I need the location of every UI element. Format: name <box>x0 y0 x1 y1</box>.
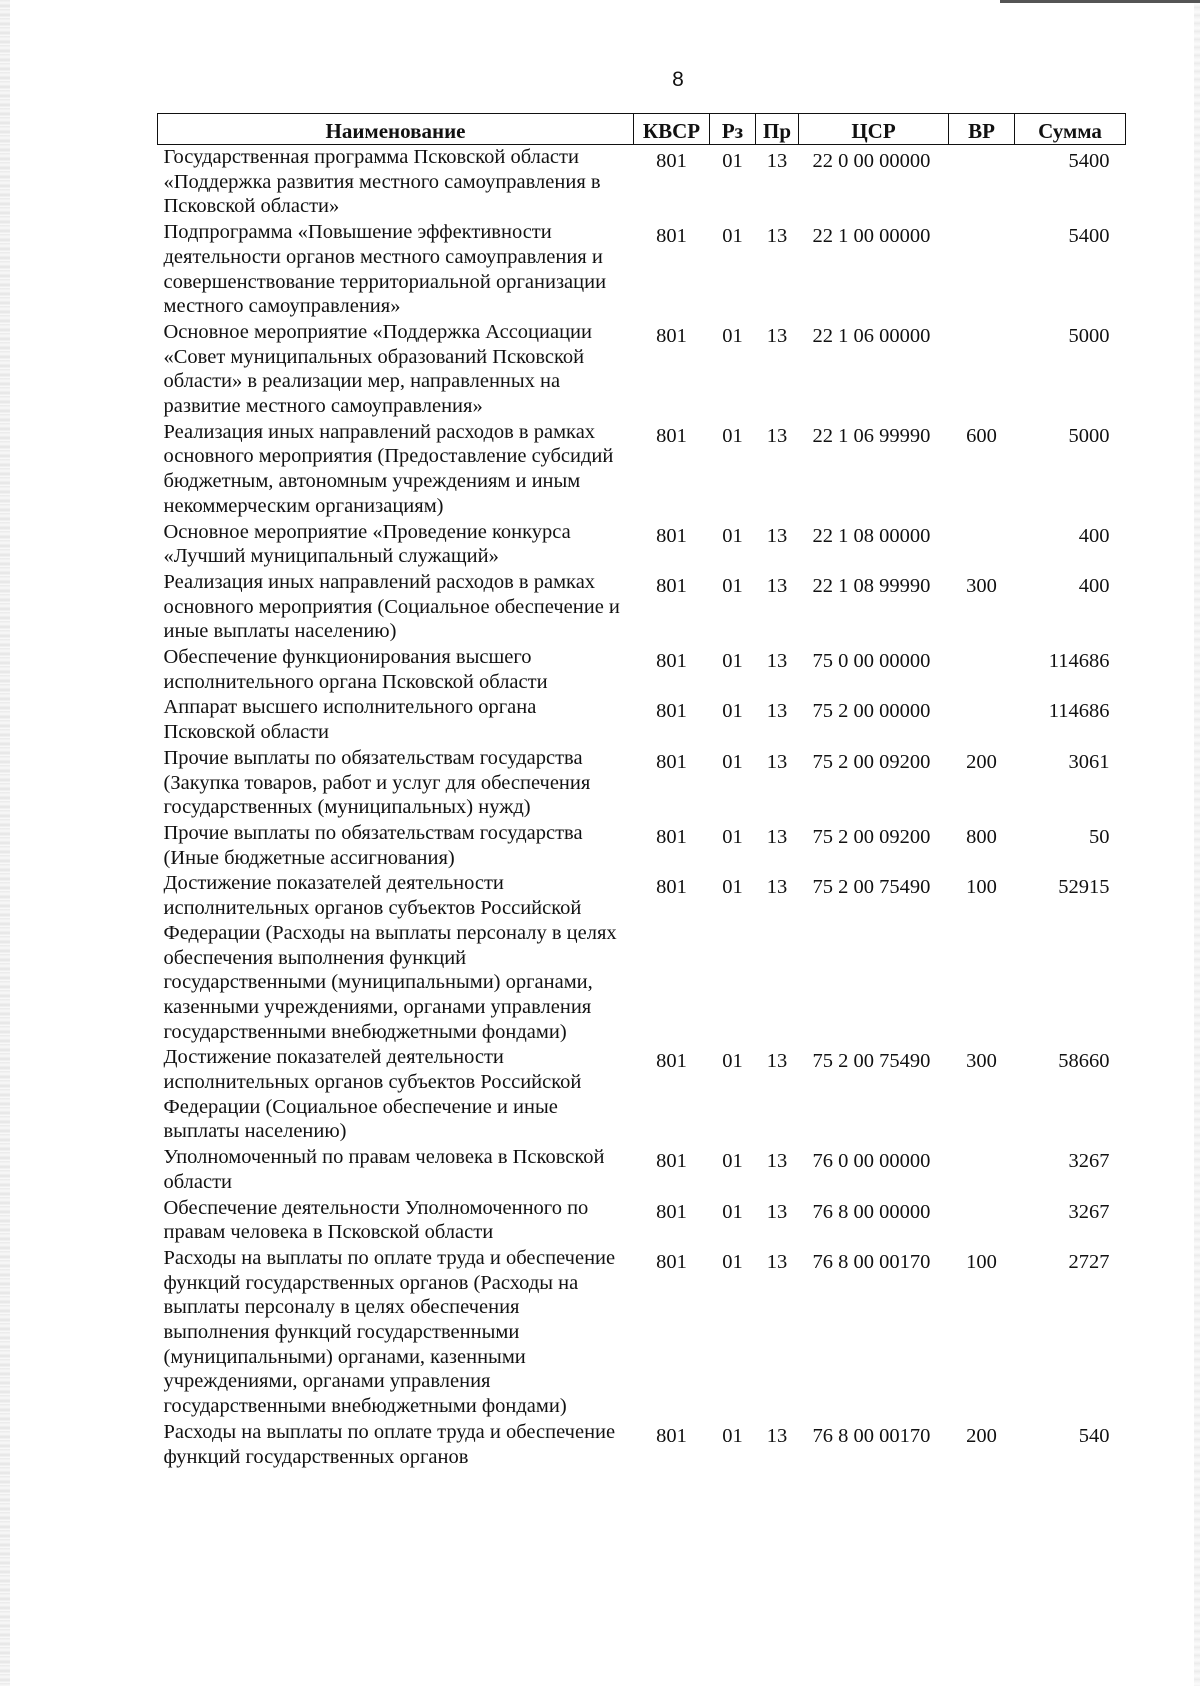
cell-name: Основное мероприятие «Поддержка Ассоциации «Совет муниципальных образований Псковской области» в реализации мер, направленных на развитие местного самоуправления» <box>163 320 592 418</box>
cell-sum: 5000 <box>1068 424 1110 447</box>
cell-pr: 13 <box>766 1250 788 1273</box>
cell-sum: 58660 <box>1058 1050 1110 1073</box>
table-row <box>158 645 1126 695</box>
cell-kvsr: 801 <box>656 1424 687 1447</box>
cell-csr: 22 1 06 00000 <box>812 324 931 347</box>
table-row <box>158 1045 1126 1145</box>
cell-kvsr: 801 <box>656 524 687 547</box>
cell-csr: 75 0 00 00000 <box>812 650 931 673</box>
cell-vr <box>949 520 1015 570</box>
cell-pr: 13 <box>766 324 788 347</box>
cell-pr: 13 <box>766 574 788 597</box>
cell-kvsr: 801 <box>656 225 687 248</box>
cell-kvsr: 801 <box>656 150 687 172</box>
cell-rz: 01 <box>722 424 743 447</box>
cell-kvsr: 801 <box>656 1050 687 1073</box>
cell-vr: 300 <box>966 574 997 597</box>
table-row <box>158 570 1126 645</box>
cell-name: Аппарат высшего исполнительного органа Псковской области <box>163 696 537 744</box>
cell-name: Реализация иных направлений расходов в рамках основного мероприятия (Социальное обеспечение и иные выплаты населению) <box>163 570 620 643</box>
cell-csr: 22 1 06 99990 <box>812 424 931 447</box>
cell-kvsr: 801 <box>656 750 687 773</box>
cell-sum: 400 <box>1078 524 1110 547</box>
cell-sum: 5400 <box>1068 150 1110 172</box>
cell-pr: 13 <box>766 225 788 248</box>
cell-rz: 01 <box>722 1050 743 1073</box>
cell-csr: 75 2 00 75490 <box>812 1050 931 1073</box>
cell-pr: 13 <box>766 700 788 723</box>
table-row <box>158 1420 1126 1470</box>
cell-kvsr: 801 <box>656 876 687 899</box>
header-kvsr: КВСР <box>634 114 710 145</box>
cell-vr <box>949 695 1015 745</box>
cell-kvsr: 801 <box>656 1200 687 1223</box>
cell-rz: 01 <box>722 1250 743 1273</box>
scan-top-line <box>1000 0 1200 3</box>
cell-sum: 5000 <box>1068 324 1110 347</box>
cell-csr: 76 8 00 00170 <box>812 1424 931 1447</box>
cell-pr: 13 <box>766 1150 788 1173</box>
cell-kvsr: 801 <box>656 650 687 673</box>
cell-rz: 01 <box>722 825 743 848</box>
cell-vr <box>949 145 1015 221</box>
cell-vr: 800 <box>966 825 997 848</box>
cell-csr: 22 1 08 99990 <box>812 574 931 597</box>
cell-name: Государственная программа Псковской области «Поддержка развития местного самоуправления в Псковской области» <box>163 146 601 218</box>
cell-kvsr: 801 <box>656 424 687 447</box>
cell-name: Прочие выплаты по обязательствам государства (Иные бюджетные ассигнования) <box>163 821 583 869</box>
table-row <box>158 520 1126 570</box>
cell-csr: 22 1 08 00000 <box>812 524 931 547</box>
cell-vr <box>949 320 1015 420</box>
cell-kvsr: 801 <box>656 700 687 723</box>
table-row <box>158 821 1126 871</box>
header-pr: Пр <box>756 114 799 145</box>
cell-rz: 01 <box>722 225 743 248</box>
cell-csr: 75 2 00 00000 <box>812 700 931 723</box>
cell-vr <box>949 645 1015 695</box>
cell-pr: 13 <box>766 1424 788 1447</box>
cell-pr: 13 <box>766 1050 788 1073</box>
cell-name: Достижение показателей деятельности исполнительных органов субъектов Российской Федерации (Социальное обеспечение и иные выплаты населению) <box>163 1046 582 1143</box>
cell-name: Подпрограмма «Повышение эффективности деятельности органов местного самоуправления и совершенствование территориальной организации местного самоуправления» <box>163 221 607 318</box>
cell-vr: 300 <box>966 1050 997 1073</box>
cell-kvsr: 801 <box>656 1150 687 1173</box>
cell-name: Уполномоченный по правам человека в Псковской области <box>163 1146 605 1193</box>
cell-name: Прочие выплаты по обязательствам государства (Закупка товаров, работ и услуг для обеспечения государственных (муниципальных) нужд) <box>163 746 591 819</box>
cell-kvsr: 801 <box>656 1250 687 1273</box>
cell-vr: 100 <box>966 1250 997 1273</box>
cell-kvsr: 801 <box>656 574 687 597</box>
cell-vr <box>949 220 1015 320</box>
cell-name: Реализация иных направлений расходов в рамках основного мероприятия (Предоставление субсидий бюджетным, автономным учреждениям и иным некоммерческим организациям) <box>163 420 614 517</box>
cell-csr: 22 0 00 00000 <box>812 150 931 172</box>
cell-vr: 200 <box>966 750 997 773</box>
page-number: 8 <box>672 68 684 91</box>
cell-name: Достижение показателей деятельности исполнительных органов субъектов Российской Федерации (Расходы на выплаты персоналу в целях обеспечения выполнения функций государственными (муниципальными) органами, казенными учреждениями, органами управления государственными внебюджетными фондами) <box>163 872 617 1043</box>
cell-name: Обеспечение функционирования высшего исполнительного органа Псковской области <box>163 646 548 693</box>
cell-csr: 75 2 00 75490 <box>812 876 931 899</box>
cell-pr: 13 <box>766 524 788 547</box>
cell-rz: 01 <box>722 700 743 723</box>
cell-csr: 76 8 00 00000 <box>812 1200 931 1223</box>
table-row <box>158 145 1126 221</box>
cell-rz: 01 <box>722 1150 743 1173</box>
table-row <box>158 320 1126 420</box>
cell-sum: 52915 <box>1058 876 1110 899</box>
cell-pr: 13 <box>766 750 788 773</box>
cell-csr: 76 0 00 00000 <box>812 1150 931 1173</box>
cell-pr: 13 <box>766 1200 788 1223</box>
cell-sum: 540 <box>1078 1424 1110 1447</box>
header-sum: Сумма <box>1015 114 1126 145</box>
cell-name: Обеспечение деятельности Уполномоченного по правам человека в Псковской области <box>163 1196 589 1244</box>
table-row <box>158 871 1126 1045</box>
cell-rz: 01 <box>722 1200 743 1223</box>
cell-csr: 76 8 00 00170 <box>812 1250 931 1273</box>
cell-pr: 13 <box>766 424 788 447</box>
cell-vr: 200 <box>966 1424 997 1447</box>
cell-name: Расходы на выплаты по оплате труда и обеспечение функций государственных органов (Расходы на выплаты персоналу в целях обеспечения выполнения функций государственными (муниципальными) органами, казенными учреждениями, органами управления государственными внебюджетными фондами) <box>163 1246 616 1418</box>
cell-sum: 2727 <box>1068 1250 1110 1273</box>
cell-sum: 3061 <box>1068 750 1110 773</box>
cell-sum: 400 <box>1078 574 1110 597</box>
cell-name: Основное мероприятие «Проведение конкурса «Лучший муниципальный служащий» <box>163 520 571 568</box>
scan-edge-left <box>0 0 10 1686</box>
cell-rz: 01 <box>722 524 743 547</box>
cell-sum: 50 <box>1089 825 1110 848</box>
table-row <box>158 220 1126 320</box>
header-vr: ВР <box>949 114 1015 145</box>
table-row <box>158 746 1126 821</box>
scan-edge-right <box>1194 0 1200 1686</box>
cell-csr: 75 2 00 09200 <box>812 750 931 773</box>
header-name: Наименование <box>158 114 634 145</box>
cell-pr: 13 <box>766 825 788 848</box>
cell-pr: 13 <box>766 876 788 899</box>
table-row <box>158 1145 1126 1195</box>
cell-rz: 01 <box>722 876 743 899</box>
cell-sum: 114686 <box>1048 650 1110 673</box>
cell-sum: 114686 <box>1048 700 1110 723</box>
header-csr: ЦСР <box>799 114 949 145</box>
cell-name: Расходы на выплаты по оплате труда и обеспечение функций государственных органов <box>163 1420 616 1468</box>
table-row <box>158 420 1126 520</box>
cell-vr <box>949 1196 1015 1246</box>
cell-kvsr: 801 <box>656 324 687 347</box>
cell-csr: 75 2 00 09200 <box>812 825 931 848</box>
cell-pr: 13 <box>766 150 788 172</box>
header-rz: Рз <box>710 114 756 145</box>
cell-vr: 100 <box>966 876 997 899</box>
cell-csr: 22 1 00 00000 <box>812 225 931 248</box>
cell-sum: 3267 <box>1068 1200 1110 1223</box>
cell-vr <box>949 1145 1015 1195</box>
cell-rz: 01 <box>722 650 743 673</box>
cell-rz: 01 <box>722 574 743 597</box>
cell-rz: 01 <box>722 750 743 773</box>
budget-table <box>157 113 1126 1470</box>
table-row <box>158 1196 1126 1246</box>
cell-rz: 01 <box>722 1424 743 1447</box>
table-row <box>158 695 1126 745</box>
cell-sum: 5400 <box>1068 225 1110 248</box>
cell-sum: 3267 <box>1068 1150 1110 1173</box>
cell-kvsr: 801 <box>656 825 687 848</box>
cell-rz: 01 <box>722 150 743 172</box>
cell-rz: 01 <box>722 324 743 347</box>
table-header-row <box>158 114 1126 145</box>
table-row <box>158 1246 1126 1420</box>
cell-pr: 13 <box>766 650 788 673</box>
cell-vr: 600 <box>966 424 997 447</box>
